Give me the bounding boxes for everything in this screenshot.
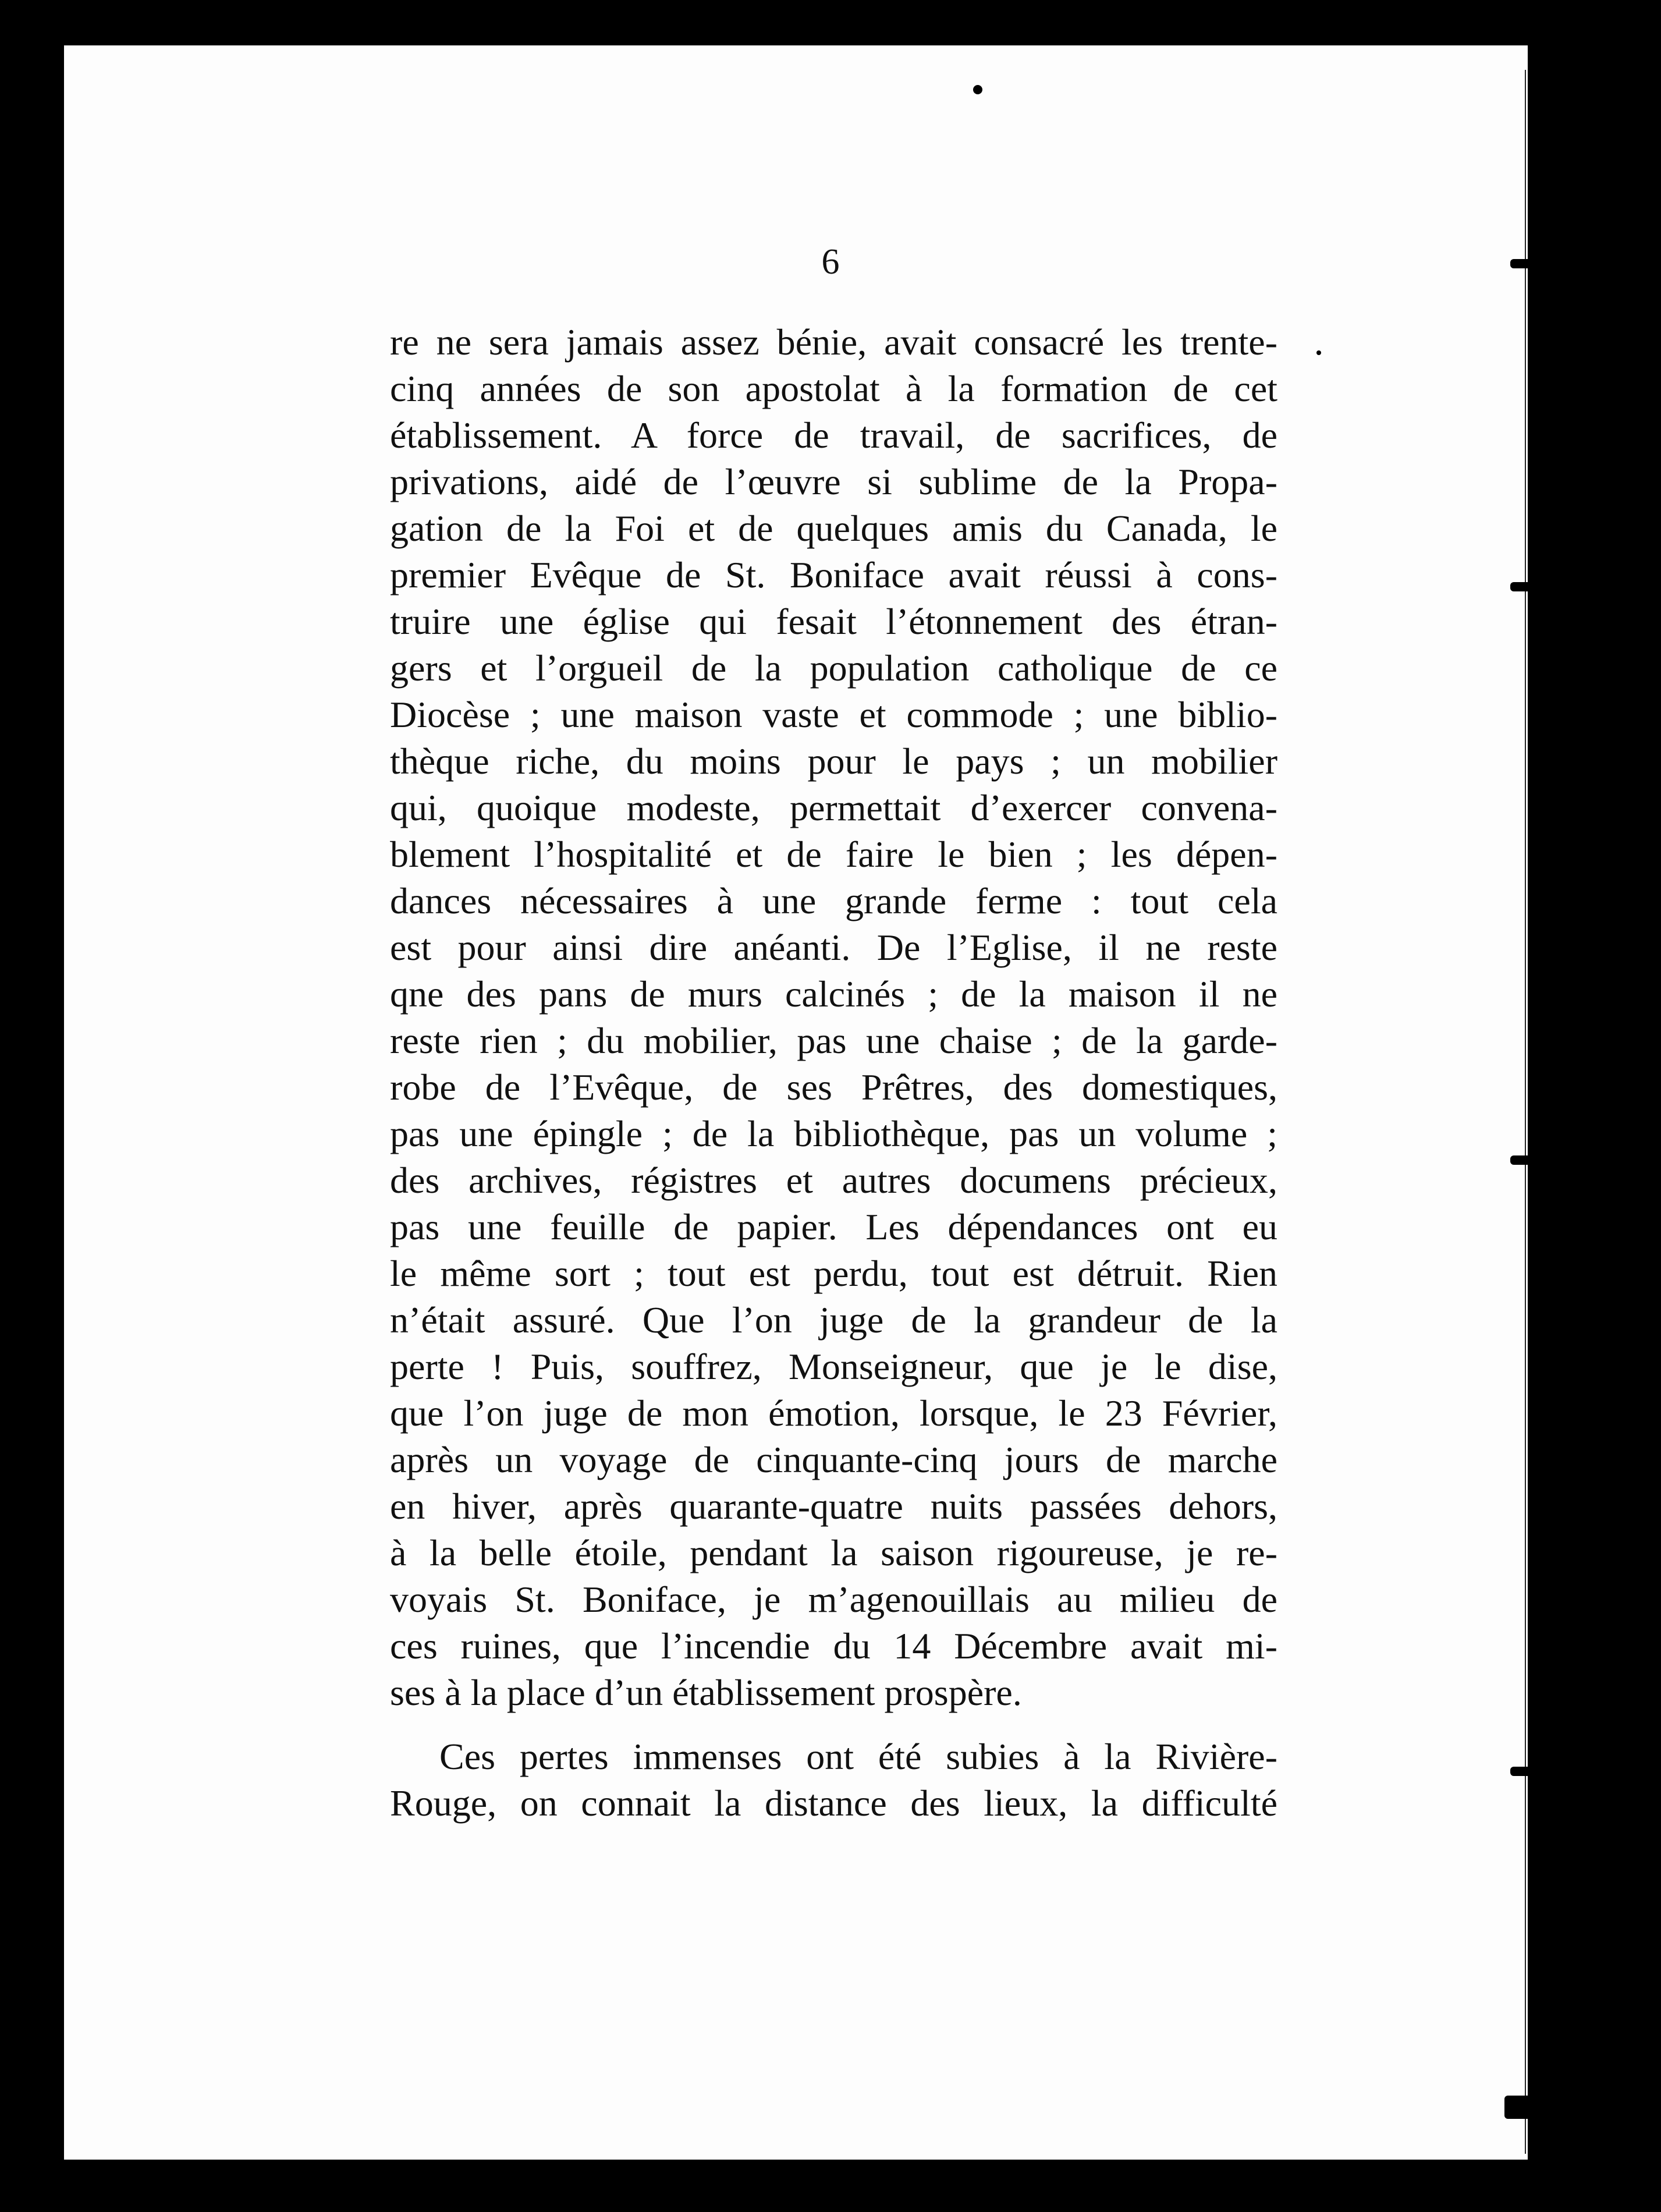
text-line: qui, quoique modeste, permettait d’exercer convena- (390, 787, 1277, 828)
text-line: blement l’hospitalité et de faire le bien ; les dépen- (390, 834, 1277, 875)
text-line: en hiver, après quarante-quatre nuits passées dehors, (390, 1486, 1277, 1527)
text-line: Rouge, on connait la distance des lieux, la difficulté (390, 1782, 1277, 1824)
text-line: gation de la Foi et de quelques amis du Canada, le (390, 508, 1277, 549)
text-line: robe de l’Evêque, de ses Prêtres, des domestiques, (390, 1066, 1277, 1108)
text-line: à la belle étoile, pendant la saison rigoureuse, je re- (390, 1532, 1277, 1573)
margin-mark (1510, 1155, 1542, 1165)
page-number: 6 (821, 242, 840, 282)
text-line: dances nécessaires à une grande ferme : tout cela (390, 880, 1277, 921)
text-line: thèque riche, du moins pour le pays ; un mobilier (390, 740, 1277, 782)
margin-mark (1510, 582, 1542, 591)
text-line: voyais St. Boniface, je m’agenouillais au milieu de (390, 1579, 1277, 1620)
body-text (390, 319, 1277, 1827)
text-line: que l’on juge de mon émotion, lorsque, le 23 Février, (390, 1392, 1277, 1434)
text-line: gers et l’orgueil de la population catholique de ce (390, 647, 1277, 689)
text-line: pas une épingle ; de la bibliothèque, pas un volume ; (390, 1113, 1277, 1154)
paragraph (390, 1734, 1277, 1827)
text-line: Diocèse ; une maison vaste et commode ; une biblio- (390, 694, 1277, 735)
margin-dot (973, 85, 982, 94)
text-line: cinq années de son apostolat à la formation de cet (390, 368, 1277, 409)
text-line: ces ruines, que l’incendie du 14 Décembre avait mi- (390, 1625, 1277, 1667)
text-line: le même sort ; tout est perdu, tout est détruit. Rien (390, 1253, 1277, 1294)
paragraph-gap (390, 1716, 1277, 1734)
text-line: qne des pans de murs calcinés ; de la maison il ne (390, 973, 1277, 1015)
text-line: établissement. A force de travail, de sacrifices, de (390, 414, 1277, 456)
text-line: après un voyage de cinquante-cinq jours de marche (390, 1439, 1277, 1480)
text-line: reste rien ; du mobilier, pas une chaise ; de la garde- (390, 1020, 1277, 1061)
text-line: truire une église qui fesait l’étonnement des étran- (390, 601, 1277, 642)
paragraph (390, 319, 1277, 1716)
margin-mark (1510, 1767, 1542, 1776)
margin-mark (1504, 2096, 1539, 2119)
text-line: Ces pertes immenses ont été subies à la Rivière- (439, 1736, 1277, 1777)
text-line: des archives, régistres et autres documens précieux, (390, 1160, 1277, 1201)
text-line: ses à la place d’un établissement prospère. (390, 1672, 1022, 1713)
text-line: privations, aidé de l’œuvre si sublime de la Propa- (390, 461, 1277, 502)
page-edge (1525, 70, 1526, 2154)
text-line: re ne sera jamais assez bénie, avait consacré les trente- (390, 321, 1277, 363)
margin-dot (1316, 350, 1321, 355)
text-line: n’était assuré. Que l’on juge de la grandeur de la (390, 1299, 1277, 1341)
text-line: est pour ainsi dire anéanti. De l’Eglise, il ne reste (390, 927, 1277, 968)
text-line: perte ! Puis, souffrez, Monseigneur, que je le dise, (390, 1346, 1277, 1387)
text-line: premier Evêque de St. Boniface avait réussi à cons- (390, 554, 1277, 595)
text-line: pas une feuille de papier. Les dépendances ont eu (390, 1206, 1277, 1247)
